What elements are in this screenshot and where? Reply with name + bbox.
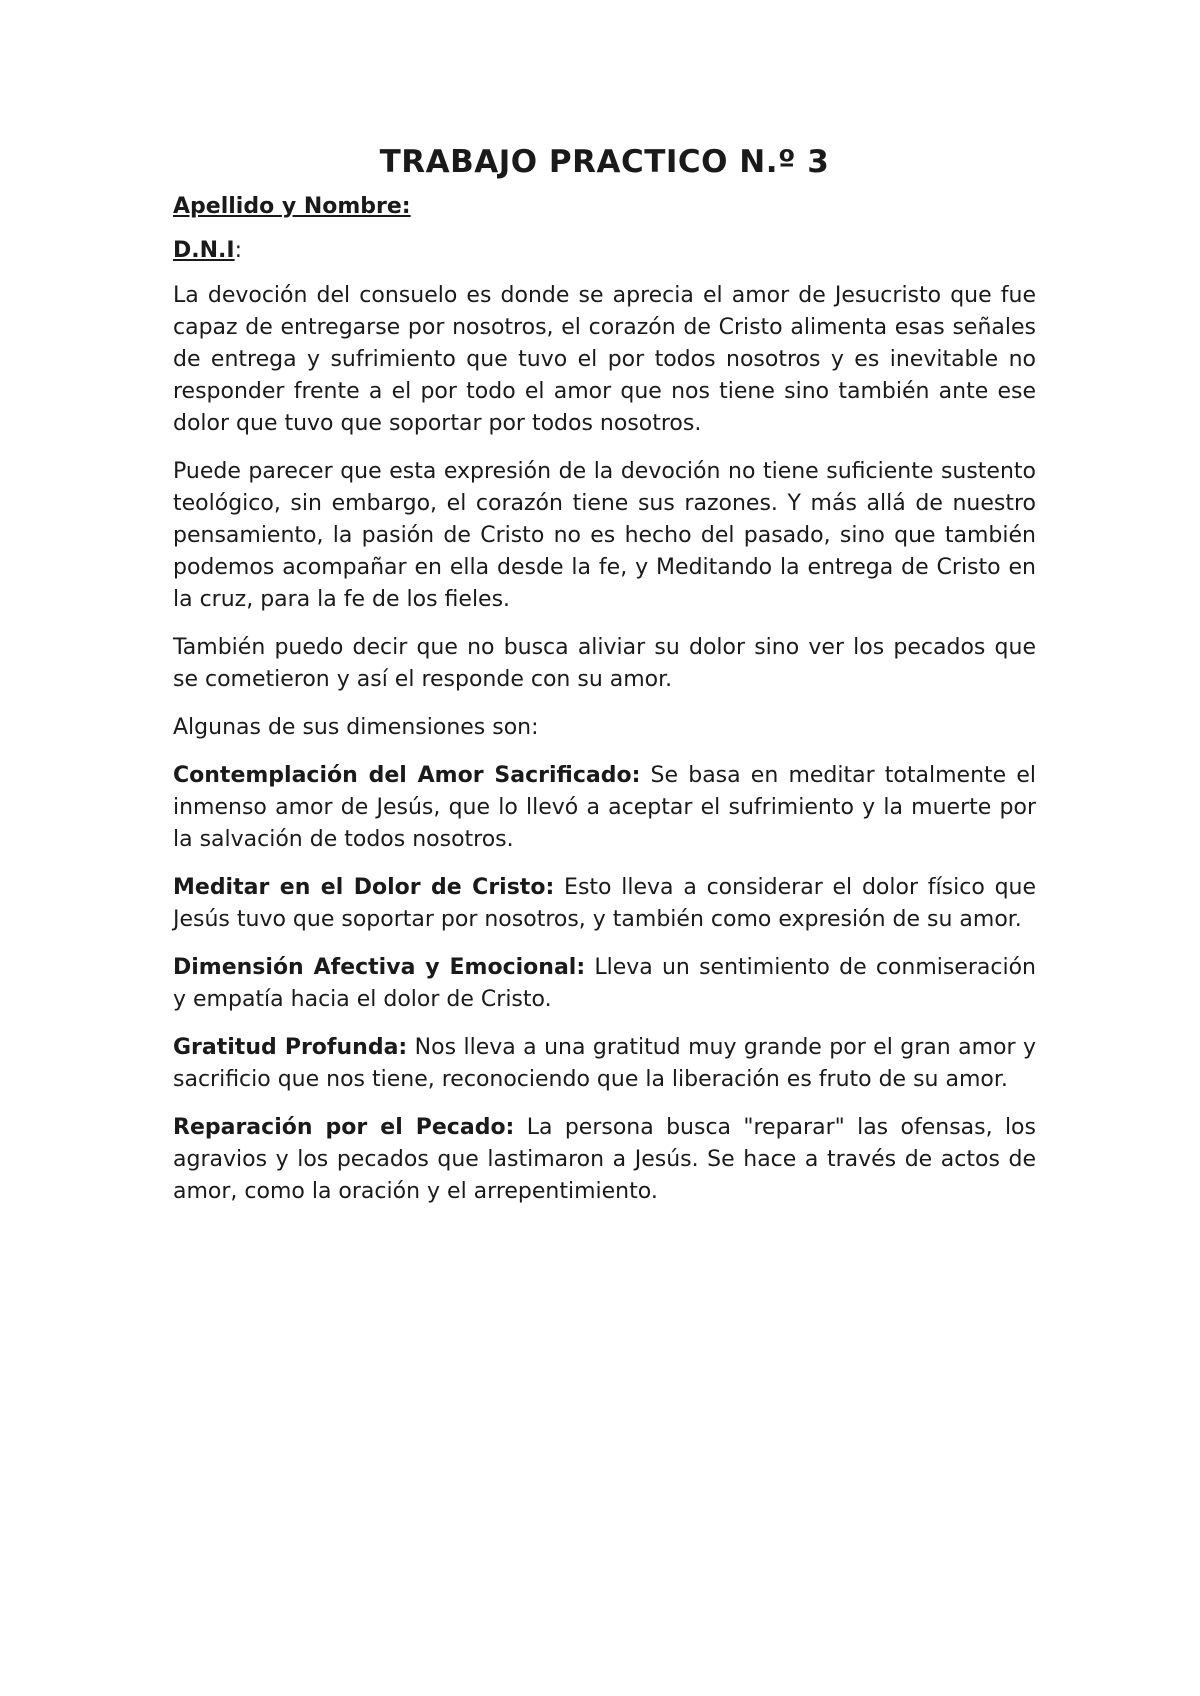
dimension-item — [173, 952, 1036, 1016]
name-field — [173, 192, 1036, 222]
name-label: Apellido y Nombre: — [173, 194, 411, 219]
document-title: TRABAJO PRACTICO N.º 3 — [379, 144, 830, 180]
dimension-item — [173, 1112, 1036, 1208]
paragraph-intro: La devoción del consuelo es donde se aprecia el amor de Jesucristo que fue capaz de entregarse por nosotros, el corazón de Cristo alimenta esas señales de entrega y sufrimiento que tuvo el por todos nosotros y es inevitable no responder frente a el por todo el amor que nos tiene sino también ante ese dolor que tuvo que soportar por todos nosotros. — [173, 283, 1036, 436]
dimension-term: Gratitud Profunda: — [173, 1035, 408, 1060]
dimension-text: Lleva un sentimiento de conmiseración y empatía hacia el dolor de Cristo. — [173, 955, 1036, 1012]
dimension-item — [173, 1032, 1036, 1096]
dimension-term: Meditar en el Dolor de Cristo: — [173, 875, 555, 900]
dni-field — [173, 236, 1036, 266]
dimension-text: Esto lleva a considerar el dolor físico que Jesús tuvo que soportar por nosotros, y también como expresión de su amor. — [173, 875, 1037, 932]
paragraph-theology: Puede parecer que esta expresión de la devoción no tiene suficiente sustento teológico, sin embargo, el corazón tiene sus razones. Y más allá de nuestro pensamiento, la pasión de Cristo no es hecho del pasado, sino que también podemos acompañar en ella desde la fe, y Meditando la entrega de Cristo en la cruz, para la fe de los fieles. — [173, 459, 1036, 612]
dimension-item — [173, 872, 1036, 936]
dni-colon: : — [234, 238, 242, 263]
dni-label: D.N.I — [173, 238, 235, 263]
dimension-term: Contemplación del Amor Sacrificado: — [173, 763, 641, 788]
paragraph-sins: También puedo decir que no busca aliviar su dolor sino ver los pecados que se cometieron y así el responde con su amor. — [173, 635, 1036, 692]
dimension-item — [173, 760, 1036, 856]
dimension-text: Se basa en meditar totalmente el inmenso amor de Jesús, que lo llevó a aceptar el sufrimiento y la muerte por la salvación de todos nosotros. — [173, 763, 1036, 852]
dimension-term: Dimensión Afectiva y Emocional: — [173, 955, 586, 980]
paragraph-dimensions-intro: Algunas de sus dimensiones son: — [173, 715, 539, 740]
document-body — [173, 142, 1036, 1224]
dimension-term: Reparación por el Pecado: — [173, 1115, 515, 1140]
dimension-text: La persona busca "reparar" las ofensas, los agravios y los pecados que lastimaron a Jesús. Se hace a través de actos de amor, como la oración y el arrepentimiento. — [173, 1115, 1036, 1204]
dimension-text: Nos lleva a una gratitud muy grande por el gran amor y sacrificio que nos tiene, reconociendo que la liberación es fruto de su amor. — [173, 1035, 1036, 1092]
